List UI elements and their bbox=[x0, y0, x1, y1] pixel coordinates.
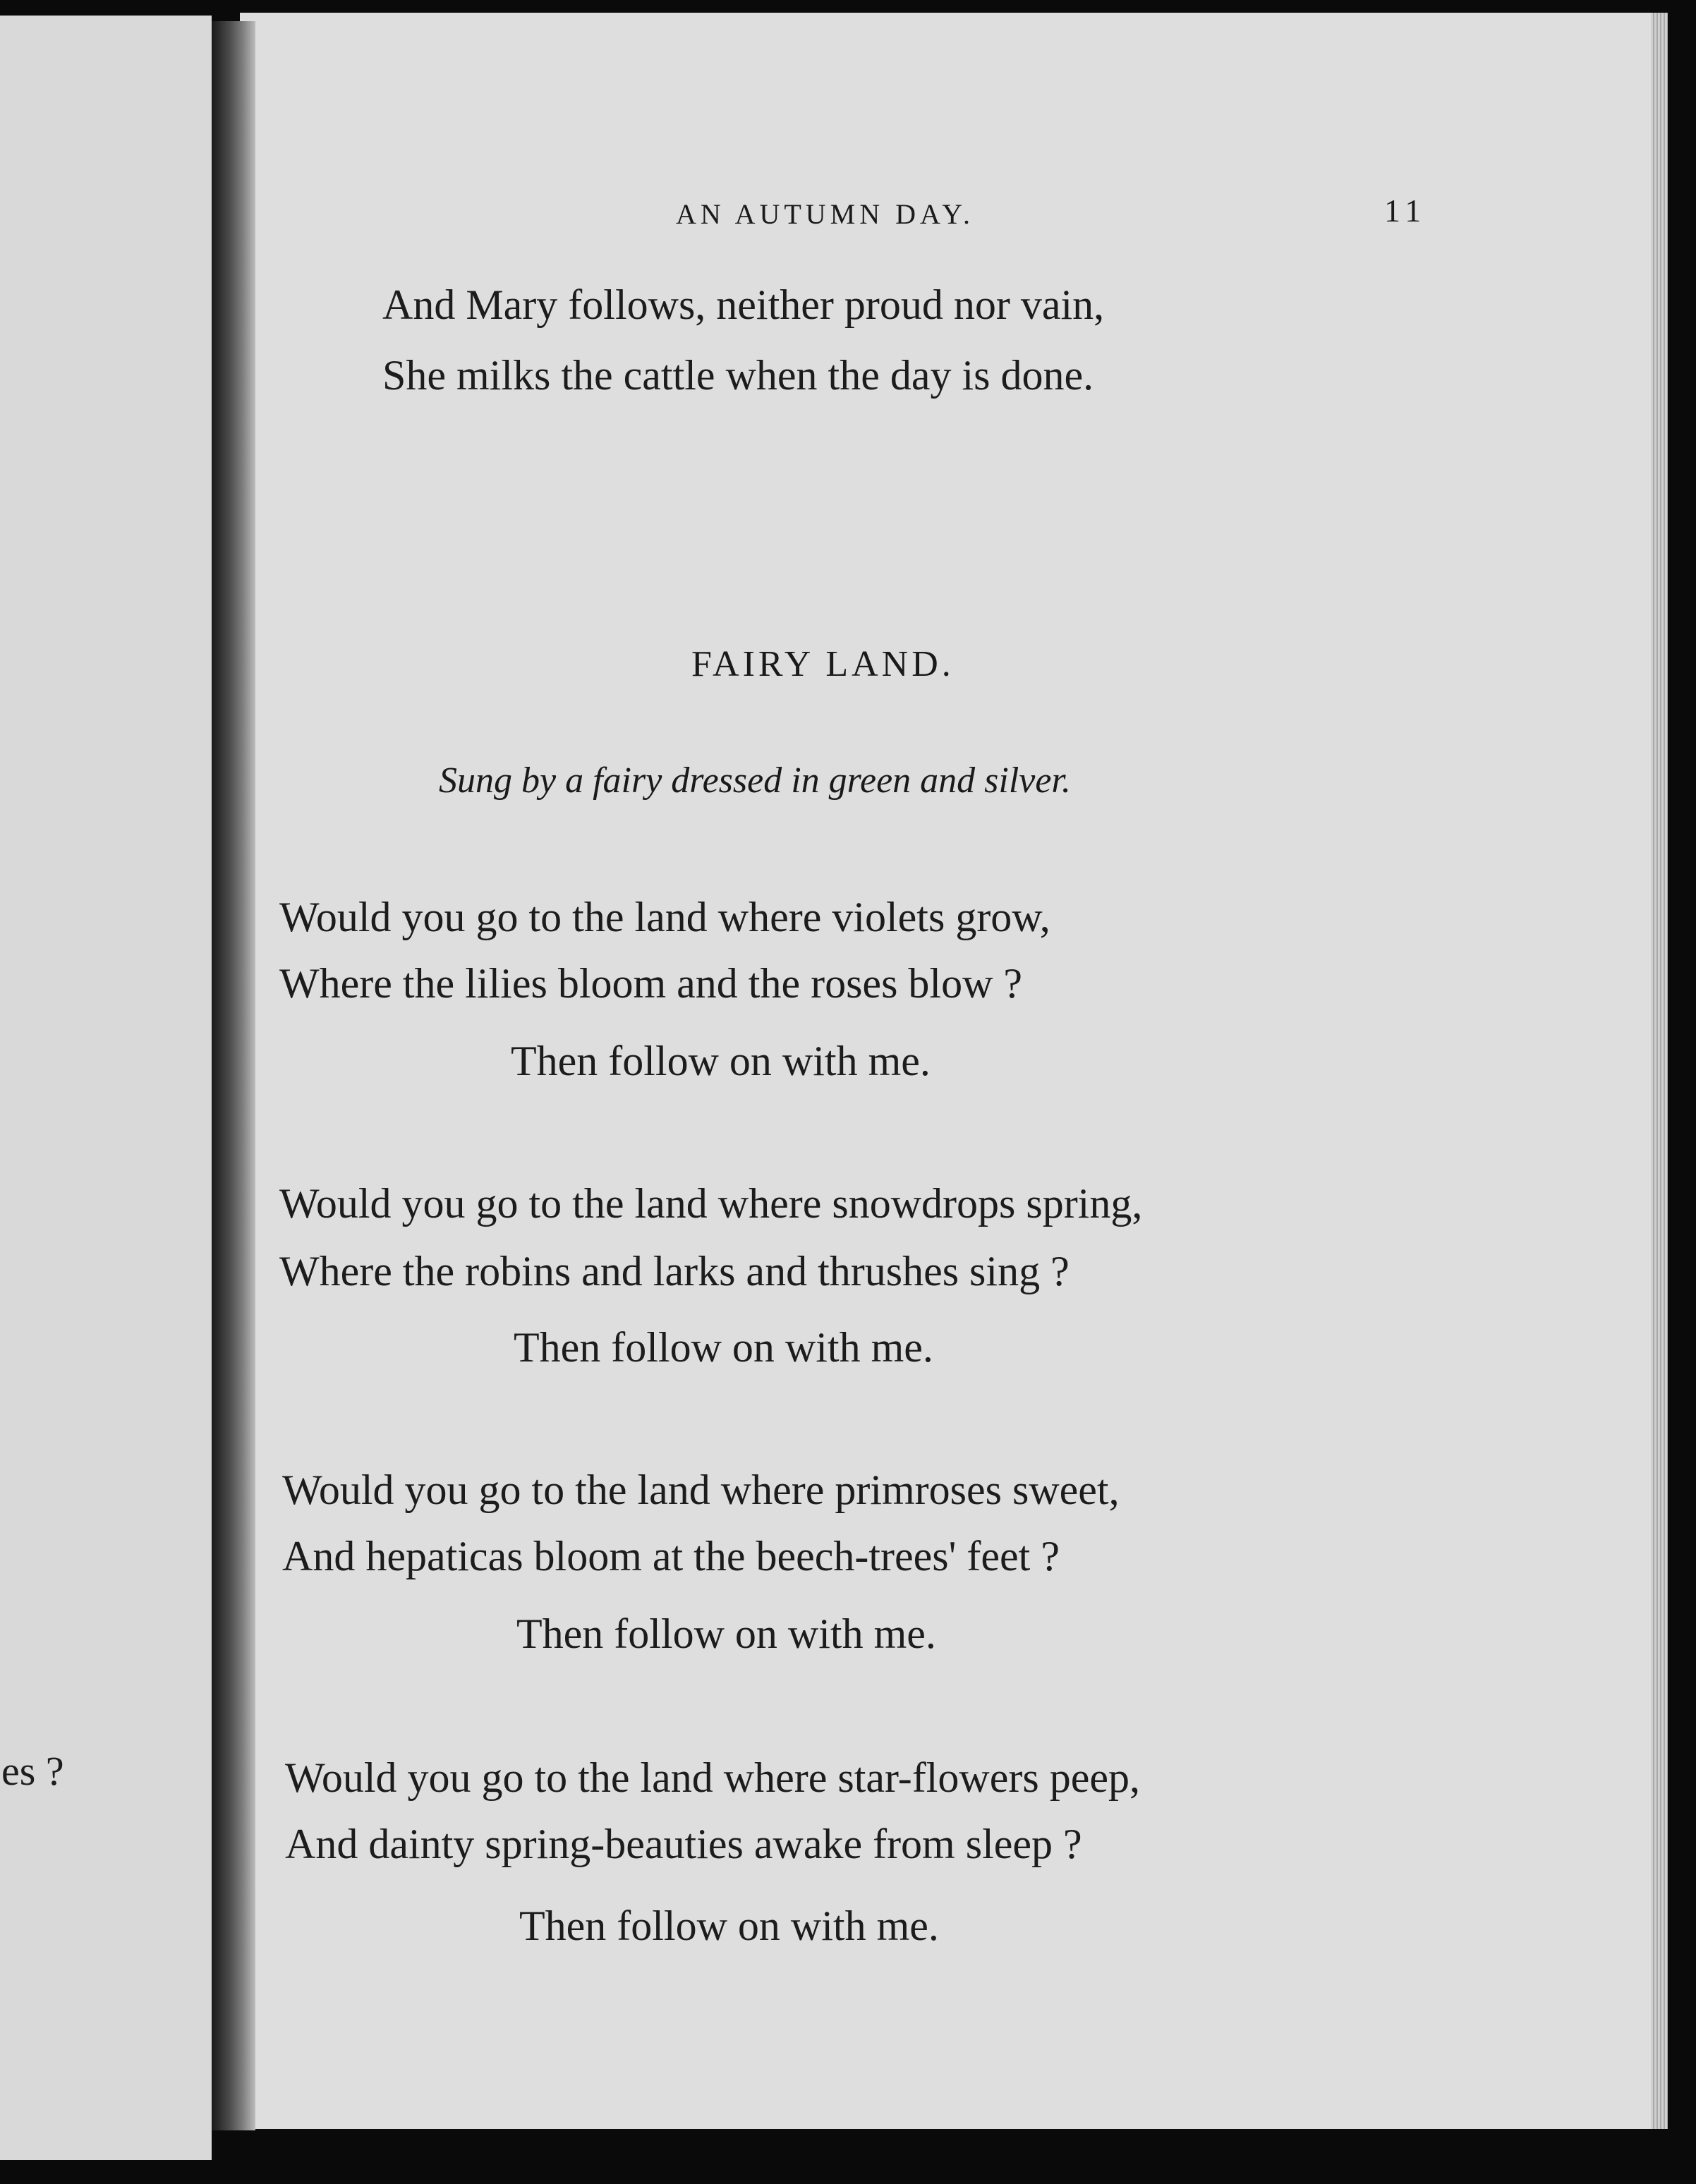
stanza-line: Would you go to the land where snowdrops spring, bbox=[279, 1180, 1143, 1227]
book-page bbox=[240, 13, 1658, 2129]
previous-poem-line: And Mary follows, neither proud nor vain, bbox=[382, 281, 1105, 328]
previous-page-text-fragment: es ? bbox=[1, 1748, 64, 1794]
stanza-line: And hepaticas bloom at the beech-trees' feet ? bbox=[282, 1533, 1060, 1579]
poem-subtitle: Sung by a fairy dressed in green and silver. bbox=[439, 760, 1071, 801]
stanza-refrain: Then follow on with me. bbox=[511, 1038, 931, 1084]
page-number: 11 bbox=[1384, 193, 1427, 229]
stanza-line: Where the robins and larks and thrushes sing ? bbox=[279, 1248, 1070, 1294]
previous-poem-line: She milks the cattle when the day is done. bbox=[382, 352, 1094, 399]
stanza-line: Where the lilies bloom and the roses blow ? bbox=[279, 960, 1023, 1007]
stanza-refrain: Then follow on with me. bbox=[514, 1324, 933, 1371]
page-edges bbox=[1651, 13, 1668, 2129]
stanza-line: And dainty spring-beauties awake from sleep ? bbox=[285, 1821, 1082, 1867]
stanza-refrain: Then follow on with me. bbox=[519, 1903, 939, 1949]
stanza-line: Would you go to the land where violets grow, bbox=[279, 894, 1050, 940]
stanza-line: Would you go to the land where primroses sweet, bbox=[282, 1467, 1120, 1513]
previous-page bbox=[0, 16, 212, 2160]
stanza-refrain: Then follow on with me. bbox=[516, 1610, 936, 1657]
book-gutter bbox=[212, 21, 255, 2130]
running-head: AN AUTUMN DAY. bbox=[676, 198, 974, 230]
stanza-line: Would you go to the land where star-flowers peep, bbox=[285, 1754, 1140, 1801]
poem-title: FAIRY LAND. bbox=[691, 644, 955, 684]
